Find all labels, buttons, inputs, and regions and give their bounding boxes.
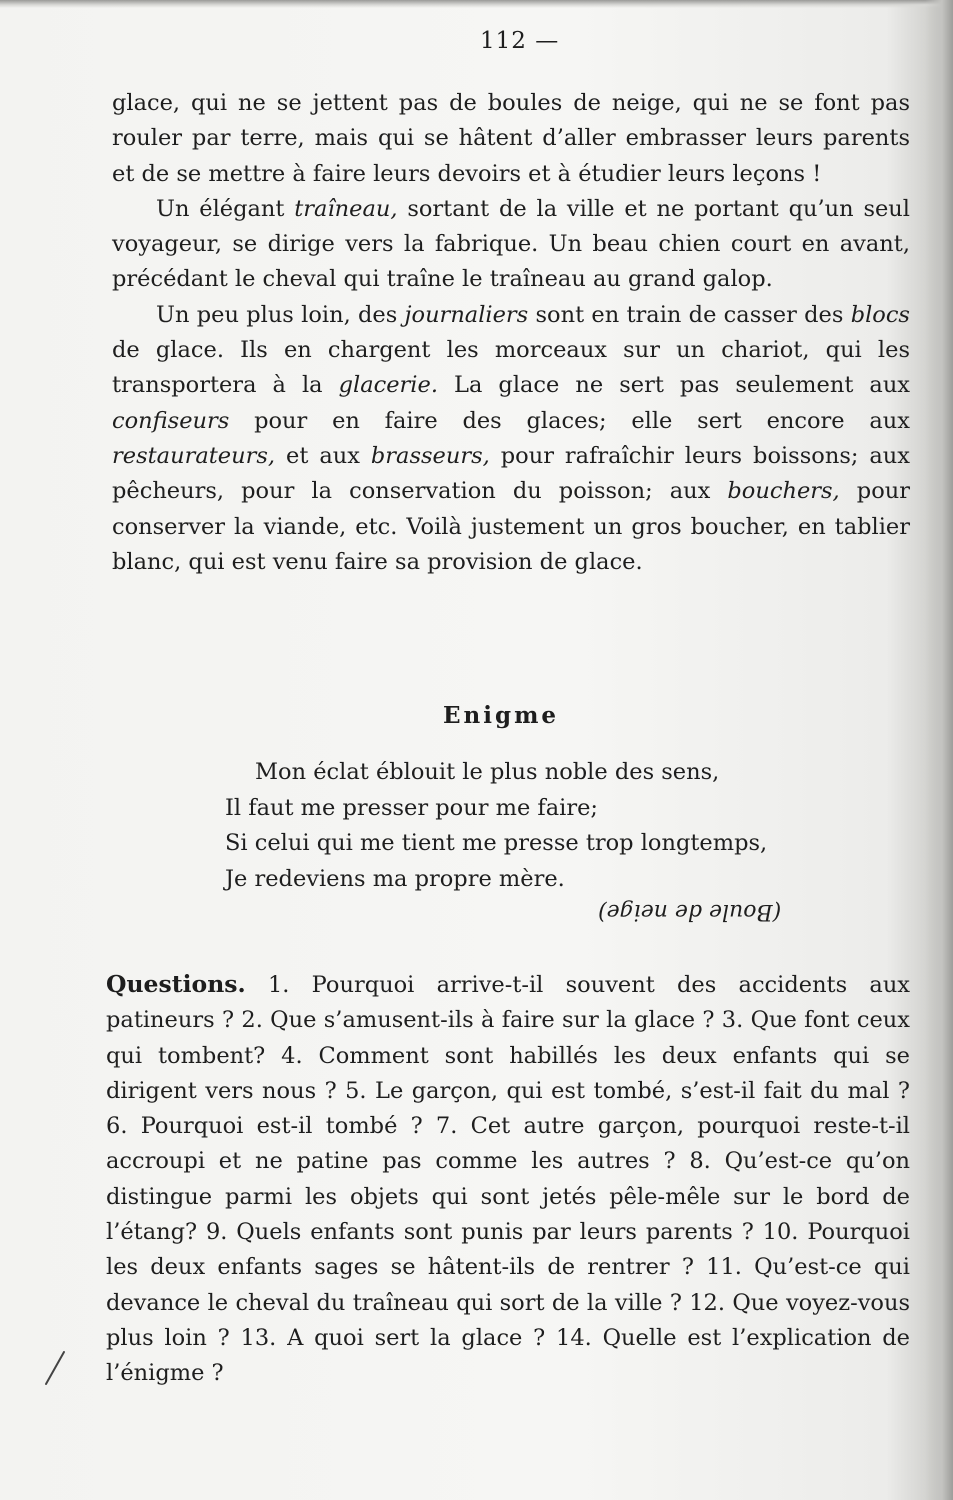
pencil-mark bbox=[40, 1348, 70, 1388]
questions-label: Questions. bbox=[106, 970, 246, 998]
paragraph-traineau: Un élégant traîneau, sortant de la ville et ne portant qu’un seul voyageur, se dirige vers la fabrique. Un beau chien court en avant, précédant le cheval qui traîne le traîneau au grand galop. bbox=[112, 195, 910, 293]
poem-line: Je redeviens ma propre mère. bbox=[225, 865, 565, 892]
questions-paragraph bbox=[106, 967, 910, 1392]
paragraph-continuation: glace, qui ne se jettent pas de boules de neige, qui ne se font pas rouler par terre, mais qui se hâtent d’aller embrasser leurs parents et de se mettre à faire leurs devoirs et à étudier leurs leçons ! bbox=[112, 90, 910, 187]
enigme-answer-upside-down: (Boule de neige) bbox=[598, 899, 782, 924]
enigme-title: Enigme bbox=[443, 702, 560, 729]
page-binding-shadow bbox=[925, 0, 953, 1500]
page-number: 112 — bbox=[480, 28, 560, 54]
questions-section bbox=[106, 967, 910, 1392]
page-top-shadow bbox=[0, 0, 953, 8]
enigme-poem bbox=[225, 755, 865, 897]
main-text bbox=[112, 86, 910, 580]
poem-line: Il faut me presser pour me faire; bbox=[225, 794, 598, 821]
questions-text: 1. Pourquoi arrive-t-il souvent des accidents aux patineurs ? 2. Que s’amusent-ils à faire sur la glace ? 3. Que font ceux qui tombent? 4. Comment sont habillés les deux enfants qui se dirigent vers nous ? 5. Le garçon, qui est tombé, s’est-il fait du mal ? 6. Pourquoi est-il tombé ? 7. Cet autre garçon, pourquoi reste-t-il accroupi et ne patine pas comme les autres ? 8. Qu’est-ce qu’on distingue parmi les objets qui sont jetés pêle-mêle sur le bord de l’étang? 9. Quels enfants sont punis par leurs parents ? 10. Pourquoi les deux enfants sages se hâtent-ils de rentrer ? 11. Qu’est-ce qui devance le cheval du traîneau qui sort de la ville ? 12. Que voyez-vous plus loin ? 13. A quoi sert la glace ? 14. Quelle est l’explication de l’énigme ? bbox=[106, 972, 910, 1387]
poem-line: Si celui qui me tient me presse trop longtemps, bbox=[225, 830, 768, 857]
poem-line: Mon éclat éblouit le plus noble des sens, bbox=[255, 759, 720, 785]
paragraph-glace: Un peu plus loin, des journaliers sont en train de casser des blocs de glace. Ils en chargent les morceaux sur un chariot, qui les transportera à la glacerie. La glace ne sert pas seulement aux confiseurs pour en faire des glaces; elle sert encore aux restaurateurs, et aux brasseurs, pour rafraîchir leurs boissons; aux pêcheurs, pour la conservation du poisson; aux bouchers, pour conserver la viande, etc. Voilà justement un gros boucher, en tablier blanc, qui est venu faire sa provision de glace. bbox=[112, 301, 910, 575]
